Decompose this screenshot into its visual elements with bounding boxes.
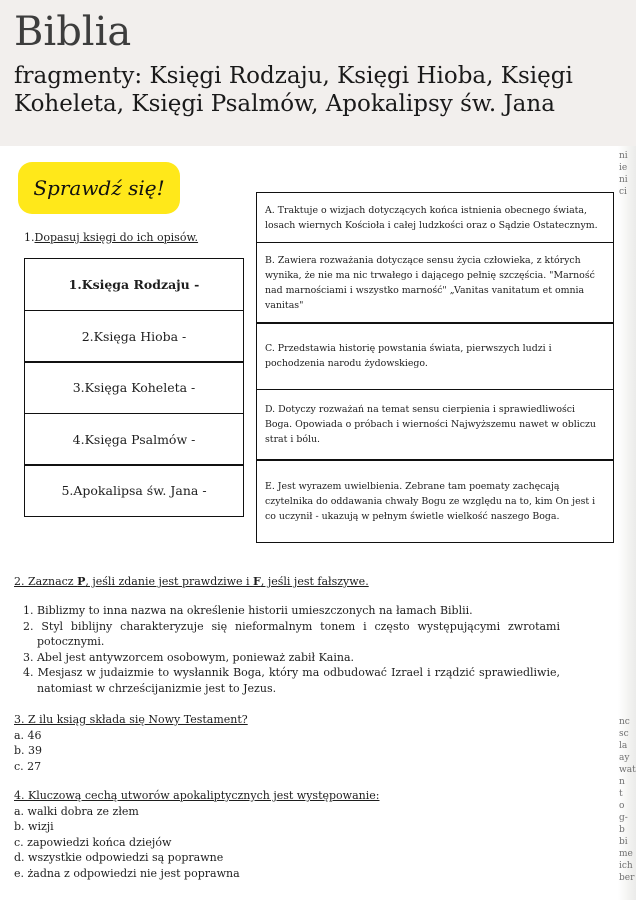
task3 <box>14 712 248 774</box>
task4-option[interactable]: b. wizji <box>14 820 54 833</box>
torn-fragment: ie <box>619 163 628 173</box>
torn-fragment: la <box>619 741 628 751</box>
torn-fragment: ber <box>619 873 635 883</box>
torn-fragment: o <box>619 801 625 811</box>
task4-question: 4. Kluczową cechą utworów apokaliptycznych jest występowanie: <box>14 789 380 802</box>
torn-fragment: ich <box>619 861 633 871</box>
descriptions-column <box>256 192 614 543</box>
task4-option[interactable]: c. zapowiedzi końca dziejów <box>14 835 172 849</box>
task1-label <box>24 231 198 244</box>
torn-fragment: wat <box>619 765 636 775</box>
statement-item[interactable]: 4. Mesjasz w judaizmie to wysłannik Boga, który ma odbudować Izrael i rządzić sprawiedliwie, natomiast w chrześcijanizmie jest to Jezus. <box>23 666 560 695</box>
page-title: Biblia <box>14 9 132 55</box>
statement-item[interactable]: 3. Abel jest antywzorcem osobowym, ponieważ zabił Kaina. <box>23 650 355 664</box>
task2-heading-part: , jeśli jest fałszywe. <box>260 575 369 588</box>
torn-fragment: me <box>619 849 633 859</box>
torn-fragment: sc <box>619 729 629 739</box>
description-box[interactable]: C. Przedstawia historię powstania świata, pierwszych ludzi i pochodzenia narodu żydowskiego. <box>256 322 614 390</box>
check-yourself-badge: Sprawdź się! <box>18 162 180 214</box>
task1-instruction: Dopasuj księgi do ich opisów. <box>34 231 199 244</box>
torn-fragment: ni <box>619 151 628 161</box>
book-box[interactable]: 4.Księga Psalmów - <box>24 413 244 466</box>
task3-question: 3. Z ilu ksiąg składa się Nowy Testament? <box>14 713 248 726</box>
book-box[interactable]: 3.Księga Koheleta - <box>24 361 244 414</box>
description-box[interactable]: D. Dotyczy rozważań na temat sensu cierpienia i sprawiedliwości Boga. Opowiada o próbach i wierności Najwyższemu nawet w obliczu strat i bólu. <box>256 389 614 461</box>
torn-fragment: ni <box>619 175 628 185</box>
books-column <box>24 258 244 517</box>
statement-item[interactable]: 1. Biblizmy to inna nazwa na określenie historii umieszczonych na łamach Biblii. <box>23 604 473 617</box>
task3-option[interactable]: c. 27 <box>14 759 42 773</box>
torn-fragment: n <box>619 777 625 787</box>
torn-fragment: t <box>619 789 623 799</box>
task1-number: 1. <box>24 231 35 244</box>
description-box[interactable]: A. Traktuje o wizjach dotyczących końca istnienia obecnego świata, losach wiernych Kościoła i całej ludzkości oraz o Sądzie Ostatecznym. <box>256 192 614 243</box>
torn-fragment: bi <box>619 837 628 847</box>
task2-heading-part: 2. Zaznacz <box>14 575 78 588</box>
task3-option[interactable]: a. 46 <box>14 728 42 742</box>
statement-item[interactable]: 2. Styl biblijny charakteryzuje się nieformalnym tonem i często występującymi zwrotami potocznymi. <box>23 619 560 648</box>
book-box[interactable]: 2.Księga Hioba - <box>24 310 244 363</box>
task2-heading <box>14 575 369 588</box>
task4 <box>14 788 379 881</box>
description-box[interactable]: B. Zawiera rozważania dotyczące sensu życia człowieka, z których wynika, że nie ma nic trwałego i dającego pełnię szczęścia. "Marność nad marnościami i wszystko marność" „Vanitas vanitatum et omnia vanitas" <box>256 242 614 324</box>
description-box[interactable]: E. Jest wyrazem uwielbienia. Zebrane tam poematy zachęcają czytelnika do oddawania chwały Bogu ze względu na to, kim On jest i co uczynił - ukazują w pełnym świetle wielkość naszego Boga. <box>256 459 614 543</box>
book-box[interactable]: 1.Księga Rodzaju - <box>24 258 244 311</box>
book-box[interactable]: 5.Apokalipsa św. Jana - <box>24 464 244 517</box>
page-subtitle: fragmenty: Księgi Rodzaju, Księgi Hioba, Księgi Koheleta, Księgi Psalmów, Apokalipsy św. Jana <box>14 63 573 117</box>
task2-heading-part: , jeśli zdanie jest prawdziwe i <box>85 575 254 588</box>
torn-fragment: nc <box>619 717 630 727</box>
task4-option[interactable]: a. walki dobra ze złem <box>14 804 139 818</box>
task4-option[interactable]: d. wszystkie odpowiedzi są poprawne <box>14 851 224 864</box>
task2-statements <box>20 603 560 696</box>
task2-heading-p: P <box>77 575 86 588</box>
torn-fragment: ay <box>619 753 630 763</box>
torn-edge-text-top <box>619 150 636 198</box>
torn-fragment: g- <box>619 813 628 823</box>
task4-option[interactable]: e. żadna z odpowiedzi nie jest poprawna <box>14 866 240 880</box>
header-band <box>0 0 636 146</box>
torn-fragment: b <box>619 825 625 835</box>
torn-fragment: ci <box>619 187 627 197</box>
task3-option[interactable]: b. 39 <box>14 744 43 757</box>
torn-edge-text-bottom <box>619 716 636 884</box>
task2-heading-f: F <box>253 575 261 588</box>
